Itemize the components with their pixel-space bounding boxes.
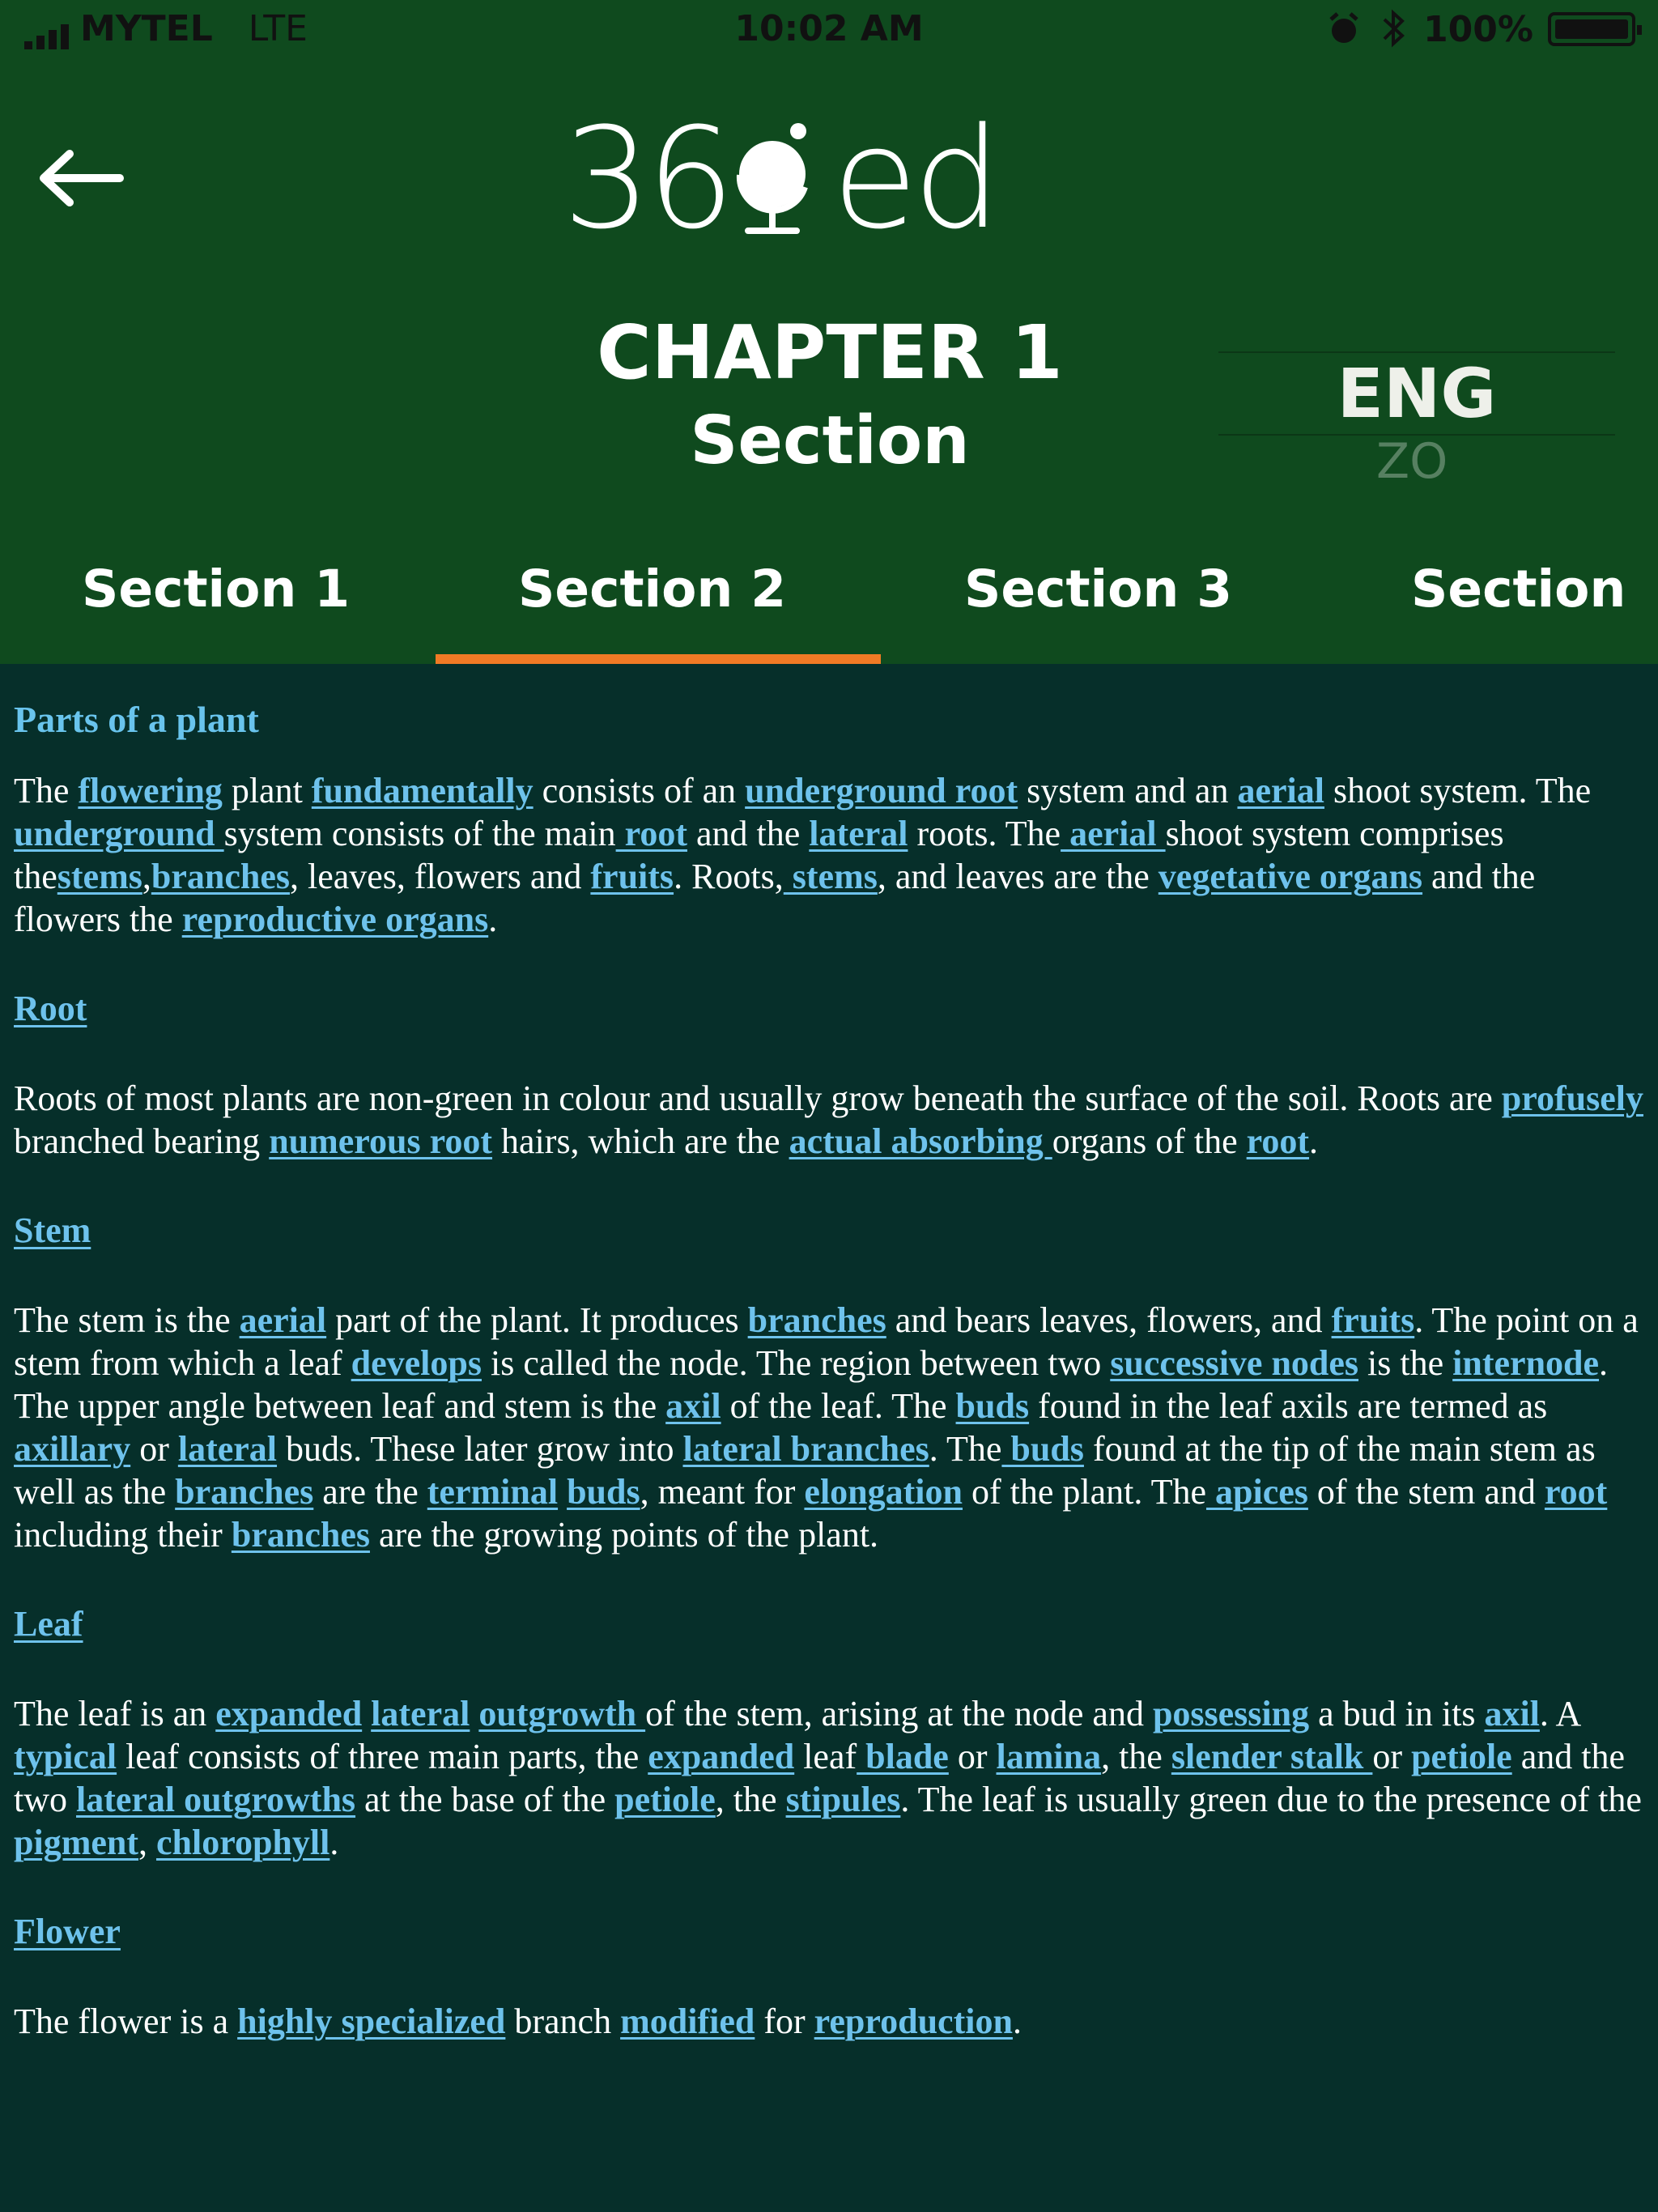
glossary-link[interactable]: branches [175, 1472, 314, 1512]
glossary-link[interactable]: underground root [745, 771, 1018, 810]
text-run: or [1372, 1737, 1412, 1776]
tab-section-3[interactable]: Section 3 [964, 559, 1233, 619]
glossary-link[interactable]: expanded [648, 1737, 795, 1776]
text-run: , and leaves are the [877, 857, 1158, 896]
text-run: , meant for [640, 1472, 805, 1512]
text-run: consists of an [533, 771, 746, 810]
glossary-link[interactable]: outgrowth [478, 1694, 646, 1733]
glossary-link[interactable]: root [615, 814, 687, 853]
glossary-link[interactable]: branches [231, 1515, 370, 1555]
glossary-link[interactable]: blade [857, 1737, 949, 1776]
text-run: , the [715, 1780, 786, 1819]
glossary-link[interactable]: reproduction [814, 2001, 1013, 2041]
text-run: of the leaf. The [721, 1386, 956, 1426]
text-run [470, 1694, 478, 1733]
glossary-link[interactable]: stems [57, 857, 142, 896]
leaf-heading-link[interactable]: Leaf [14, 1604, 83, 1644]
glossary-link[interactable]: branches [747, 1300, 886, 1340]
text-run: organs of the [1052, 1121, 1247, 1161]
text-run: and bears leaves, flowers, and [886, 1300, 1332, 1340]
glossary-link[interactable]: vegetative organs [1158, 857, 1423, 896]
glossary-link[interactable]: fruits [590, 857, 674, 896]
lesson-title: Parts of a plant [14, 699, 259, 740]
glossary-link[interactable]: buds [1001, 1429, 1084, 1469]
text-run: . The upper angle between leaf and stem is the [14, 1343, 1609, 1426]
text-run: . Roots, [674, 857, 784, 896]
text-run: system and an [1018, 771, 1238, 810]
text-run: of the stem, arising at the node and [645, 1694, 1153, 1733]
text-run: . The leaf is usually green due to the presence of the [900, 1780, 1642, 1819]
glossary-link[interactable]: reproductive organs [181, 900, 489, 939]
text-run: and the two [14, 1737, 1625, 1819]
back-arrow-icon[interactable] [36, 146, 125, 211]
text-run: and the flowers the [14, 857, 1536, 939]
glossary-link[interactable]: typical [14, 1737, 117, 1776]
glossary-link[interactable]: chlorophyll [156, 1823, 330, 1862]
language-picker-next-item: ZO [1376, 433, 1448, 490]
glossary-link[interactable]: fruits [1331, 1300, 1415, 1340]
text-run: is the [1358, 1343, 1453, 1383]
glossary-link[interactable]: numerous root [269, 1121, 493, 1161]
text-run: roots. The [908, 814, 1061, 853]
glossary-link[interactable]: stipules [785, 1780, 901, 1819]
glossary-link[interactable]: highly specialized [237, 2001, 506, 2041]
text-run: for [755, 2001, 814, 2041]
glossary-link[interactable]: root [1544, 1472, 1608, 1512]
text-run: , leaves, flowers and [289, 857, 591, 896]
text-run: The stem is the [14, 1300, 240, 1340]
flower-heading-link[interactable]: Flower [14, 1912, 121, 1951]
text-run: at the base of the [355, 1780, 615, 1819]
glossary-link[interactable]: flowering [78, 771, 223, 810]
glossary-link[interactable]: expanded [215, 1694, 363, 1733]
glossary-link[interactable]: actual absorbing [789, 1121, 1052, 1161]
glossary-link[interactable]: slender stalk [1171, 1737, 1373, 1776]
glossary-link[interactable]: axil [665, 1386, 721, 1426]
stem-paragraph [14, 1299, 1647, 1556]
flower-paragraph [14, 2000, 1647, 2043]
glossary-link[interactable]: buds [567, 1472, 640, 1512]
text-run: shoot system. The [1324, 771, 1592, 810]
glossary-link[interactable]: lateral [371, 1694, 470, 1733]
text-run: system consists of the main [223, 814, 616, 853]
logo-text-ed: ed [831, 97, 997, 260]
app-logo [563, 97, 1097, 260]
text-run: of the plant. The [963, 1472, 1206, 1512]
text-run: , [142, 857, 151, 896]
glossary-link[interactable]: possessing [1152, 1694, 1310, 1733]
section-tabs [0, 538, 1658, 664]
text-run: leaf consists of three main parts, the [117, 1737, 648, 1776]
text-run: or [948, 1737, 997, 1776]
tab-section-1[interactable]: Section 1 [82, 559, 351, 619]
text-run: . [1012, 2001, 1022, 2041]
glossary-link[interactable]: underground [14, 814, 224, 853]
stem-section [14, 1209, 1647, 1556]
text-run: part of the plant. It produces [326, 1300, 748, 1340]
text-run: leaf [794, 1737, 857, 1776]
glossary-link[interactable]: terminal [427, 1472, 559, 1512]
glossary-link[interactable]: apices [1206, 1472, 1308, 1512]
glossary-link[interactable]: modified [620, 2001, 755, 2041]
text-run: Roots of most plants are non-green in colour and usually grow beneath the surface of the soil. Roots are [14, 1078, 1502, 1118]
text-run: . [488, 900, 498, 939]
chapter-title: CHAPTER 1 [597, 309, 1063, 396]
text-run: are the [313, 1472, 427, 1512]
leaf-paragraph [14, 1692, 1647, 1864]
status-time: 10:02 AM [734, 8, 924, 49]
text-run: including their [14, 1515, 232, 1555]
text-run: . [1309, 1121, 1319, 1161]
glossary-link[interactable]: buds [955, 1386, 1030, 1426]
text-run [558, 1472, 567, 1512]
root-heading-link[interactable]: Root [14, 989, 87, 1028]
text-run: are the growing points of the plant. [369, 1515, 879, 1555]
leaf-section [14, 1602, 1647, 1864]
intro-paragraph [14, 769, 1647, 941]
text-run: The leaf is an [14, 1694, 216, 1733]
glossary-link[interactable]: successive nodes [1110, 1343, 1359, 1383]
top-header [0, 0, 1658, 664]
glossary-link[interactable]: petiole [614, 1780, 716, 1819]
text-run: plant [222, 771, 312, 810]
glossary-link[interactable]: petiole [1411, 1737, 1512, 1776]
text-run: branch [505, 2001, 621, 2041]
flower-section [14, 1910, 1647, 2043]
glossary-link[interactable]: aerial [239, 1300, 327, 1340]
text-run: buds. These later grow into [277, 1429, 683, 1469]
tab-section-2[interactable]: Section 2 [518, 538, 786, 664]
lesson-content [14, 696, 1647, 2043]
text-run: is called the node. The region between two [481, 1343, 1111, 1383]
glossary-link[interactable]: lateral outgrowths [76, 1780, 356, 1819]
text-run: and the [687, 814, 810, 853]
logo-text-360: 36 [563, 97, 730, 260]
text-run: The [14, 771, 79, 810]
glossary-link[interactable]: lateral [809, 814, 908, 853]
text-run: hairs, which are the [492, 1121, 789, 1161]
glossary-link[interactable]: axillary [14, 1429, 131, 1469]
language-picker[interactable]: ENG [1218, 351, 1615, 436]
text-run: . The point on a stem from which a leaf [14, 1300, 1639, 1383]
glossary-link[interactable]: develops [351, 1343, 482, 1383]
network-type: LTE [248, 8, 308, 49]
bluetooth-icon [1378, 8, 1409, 50]
glossary-link[interactable]: axil [1484, 1694, 1540, 1733]
text-run: branched bearing [14, 1121, 270, 1161]
text-run: shoot system comprises the [14, 814, 1504, 896]
glossary-link[interactable]: aerial [1061, 814, 1166, 853]
text-run: The flower is a [14, 2001, 238, 2041]
globe-icon [725, 109, 824, 247]
tab-section-4[interactable]: Section [1411, 559, 1626, 619]
glossary-link[interactable]: lateral [177, 1429, 278, 1469]
glossary-link[interactable]: elongation [804, 1472, 963, 1512]
glossary-link[interactable]: fundamentally [311, 771, 534, 810]
glossary-link[interactable]: root [1246, 1121, 1310, 1161]
text-run: , the [1101, 1737, 1171, 1776]
text-run: found at the tip of the main stem as well as the [14, 1429, 1596, 1512]
alarm-clock-icon [1324, 10, 1363, 49]
status-bar [0, 0, 1658, 63]
battery-percentage: 100% [1423, 8, 1533, 50]
glossary-link[interactable]: profusely [1501, 1078, 1643, 1118]
glossary-link[interactable]: stems [783, 857, 878, 896]
text-run: . The [929, 1429, 1002, 1469]
glossary-link[interactable]: internode [1452, 1343, 1600, 1383]
glossary-link[interactable]: branches [151, 857, 290, 896]
battery-icon [1548, 12, 1635, 46]
text-run: . A [1539, 1694, 1579, 1733]
chapter-heading [551, 309, 1109, 479]
carrier-name: MYTEL [80, 8, 213, 49]
root-section [14, 987, 1647, 1163]
text-run: found in the leaf axils are termed as [1029, 1386, 1548, 1426]
status-right [1324, 8, 1635, 50]
stem-heading-link[interactable]: Stem [14, 1210, 91, 1250]
glossary-link[interactable]: pigment [14, 1823, 138, 1862]
chapter-subtitle: Section [690, 402, 970, 479]
glossary-link[interactable]: lamina [996, 1737, 1102, 1776]
text-run: or [130, 1429, 178, 1469]
root-paragraph [14, 1077, 1647, 1163]
glossary-link[interactable]: lateral branches [682, 1429, 929, 1469]
glossary-link[interactable]: aerial [1237, 771, 1324, 810]
text-run: of the stem and [1307, 1472, 1545, 1512]
text-run: a bud in its [1309, 1694, 1485, 1733]
text-run [362, 1694, 371, 1733]
text-run: , [138, 1823, 156, 1862]
text-run: . [329, 1823, 339, 1862]
